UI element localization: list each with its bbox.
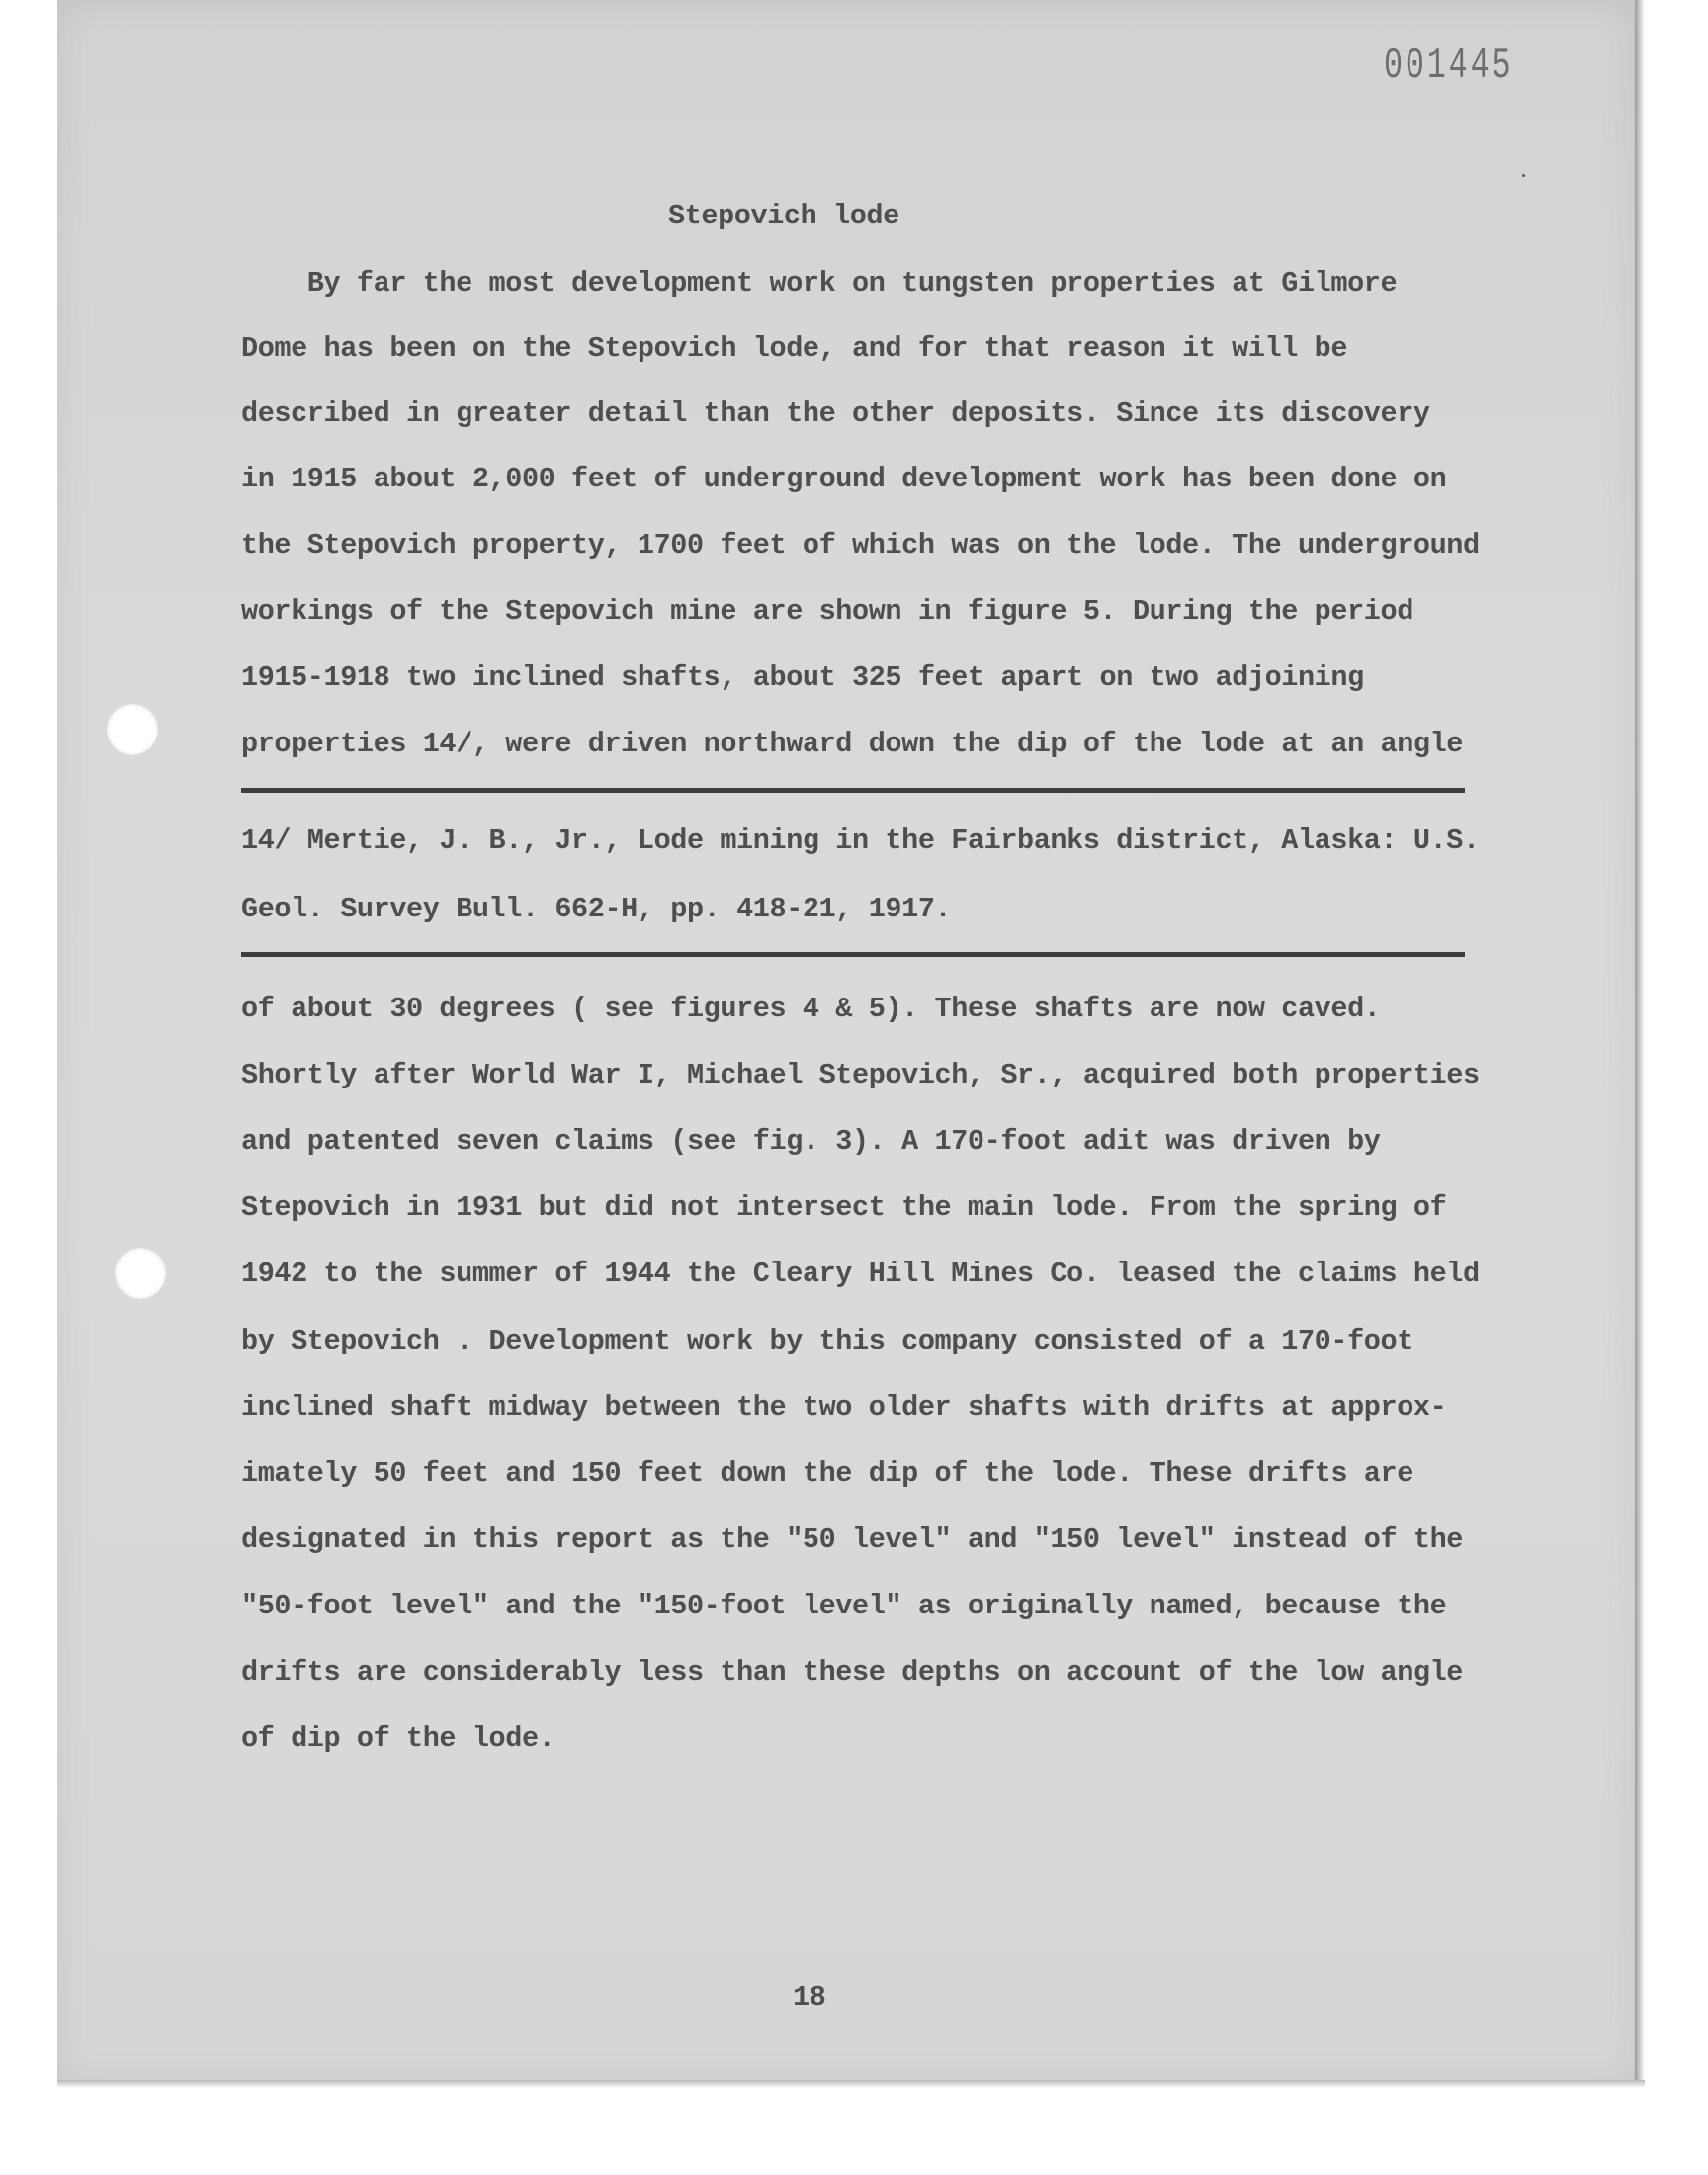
- paragraph-2-line: of dip of the lode.: [241, 1722, 555, 1755]
- paragraph-2-line: designated in this report as the "50 level" and "150 level" instead of the: [241, 1523, 1464, 1556]
- punch-hole: [115, 1248, 166, 1299]
- footnote-rule-bottom: [241, 952, 1465, 957]
- paragraph-2-line: Stepovich in 1931 but did not intersect the main lode. From the spring of: [241, 1191, 1447, 1224]
- punch-hole: [107, 704, 158, 755]
- footnote-rule-top: [241, 788, 1465, 793]
- paper-sheet: [57, 0, 1635, 2086]
- page-number: 18: [793, 1981, 826, 2014]
- paragraph-2-line: drifts are considerably less than these depths on account of the low angle: [241, 1656, 1464, 1689]
- paragraph-2-line: "50-foot level" and the "150-foot level" as originally named, because the: [241, 1590, 1447, 1622]
- paragraph-2-line: of about 30 degrees ( see figures 4 & 5). These shafts are now caved.: [241, 993, 1381, 1025]
- paragraph-1-line: properties 14/, were driven northward down the dip of the lode at an angle: [241, 728, 1464, 760]
- page-bottom-shadow: [57, 2080, 1645, 2088]
- section-title: Stepovich lode: [668, 200, 899, 232]
- paragraph-2-line: and patented seven claims (see fig. 3). A 170-foot adit was driven by: [241, 1125, 1381, 1158]
- paragraph-2-line: Shortly after World War I, Michael Stepovich, Sr., acquired both properties: [241, 1059, 1480, 1091]
- paragraph-1-line: By far the most development work on tungsten properties at Gilmore: [241, 267, 1398, 300]
- paragraph-1-line: described in greater detail than the other deposits. Since its discovery: [241, 397, 1430, 430]
- paragraph-1-line: in 1915 about 2,000 feet of underground development work has been done on: [241, 463, 1447, 495]
- paragraph-2-line: by Stepovich . Development work by this company consisted of a 170-foot: [241, 1325, 1413, 1357]
- speck: [1522, 174, 1525, 177]
- paragraph-2-line: imately 50 feet and 150 feet down the dip of the lode. These drifts are: [241, 1457, 1413, 1490]
- paragraph-1-line: 1915-1918 two inclined shafts, about 325 feet apart on two adjoining: [241, 661, 1364, 694]
- footnote-line: 14/ Mertie, J. B., Jr., Lode mining in the Fairbanks district, Alaska: U.S.: [241, 825, 1480, 857]
- paragraph-1-line: the Stepovich property, 1700 feet of which was on the lode. The underground: [241, 529, 1480, 562]
- document-number-stamp: 001445: [1384, 42, 1514, 91]
- paragraph-2-line: 1942 to the summer of 1944 the Cleary Hill Mines Co. leased the claims held: [241, 1258, 1480, 1290]
- paragraph-2-line: inclined shaft midway between the two older shafts with drifts at approx-: [241, 1391, 1447, 1424]
- paragraph-1-line: Dome has been on the Stepovich lode, and for that reason it will be: [241, 332, 1348, 365]
- footnote-line: Geol. Survey Bull. 662-H, pp. 418-21, 1917.: [241, 893, 952, 925]
- page-edge-shadow: [1635, 0, 1645, 2086]
- paragraph-1-line: workings of the Stepovich mine are shown in figure 5. During the period: [241, 595, 1413, 628]
